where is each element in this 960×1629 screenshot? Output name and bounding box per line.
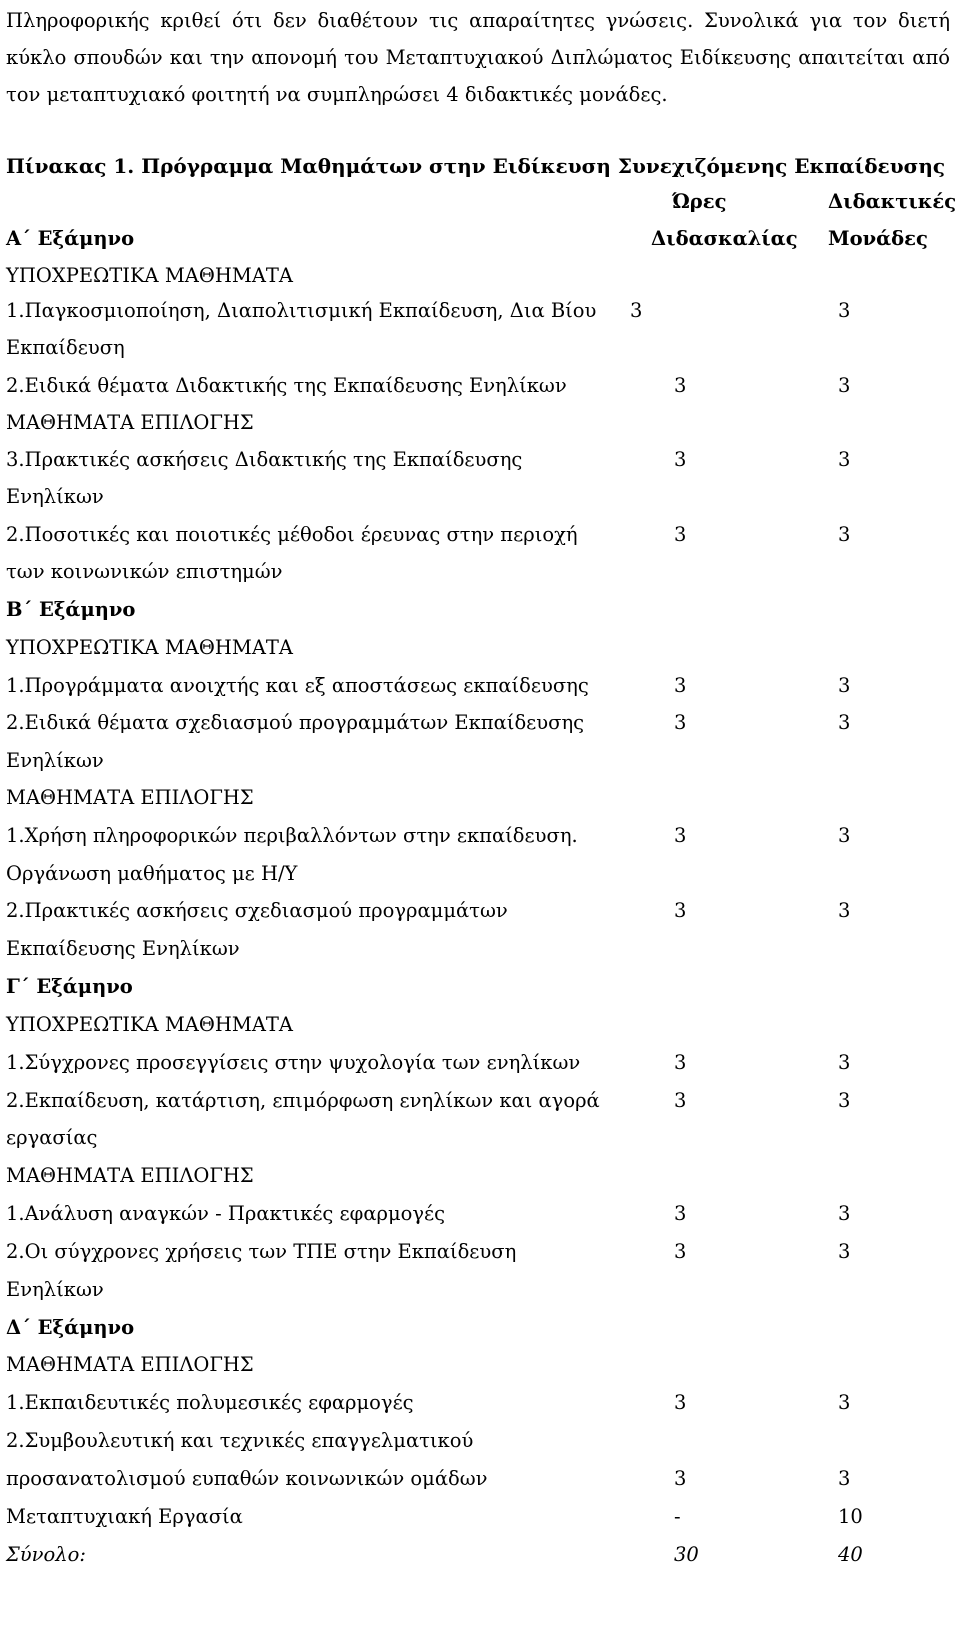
course-text: εργασίας bbox=[6, 1126, 98, 1149]
ects-cell: 3 bbox=[838, 523, 851, 546]
course-text: ΜΑΘΗΜΑΤΑ ΕΠΙΛΟΓΗΣ bbox=[6, 786, 254, 809]
hours-cell: 3 bbox=[674, 1051, 687, 1074]
course-text: 1.Σύγχρονες προσεγγίσεις στην ψυχολογία των ενηλίκων bbox=[6, 1051, 581, 1074]
ects-cell: 3 bbox=[838, 1391, 851, 1414]
hours-cell: 3 bbox=[674, 1089, 687, 1112]
semester-heading: Β΄ Εξάμηνο bbox=[6, 598, 136, 621]
table-caption: Πίνακας 1. Πρόγραμμα Μαθημάτων στην Ειδίκευση Συνεχιζόμενης Εκπαίδευσης bbox=[6, 154, 946, 178]
hours-cell: 3 bbox=[674, 448, 687, 471]
ects-cell: 3 bbox=[838, 824, 851, 847]
course-text: 1.Ανάλυση αναγκών - Πρακτικές εφαρμογές bbox=[6, 1202, 446, 1225]
header-hours-line2: Διδασκαλίας bbox=[651, 227, 798, 250]
semester-heading: Γ΄ Εξάμηνο bbox=[6, 975, 133, 998]
ects-cell: 3 bbox=[838, 448, 851, 471]
hours-cell: 3 bbox=[674, 1467, 687, 1490]
course-text: Μεταπτυχιακή Εργασία bbox=[6, 1505, 243, 1528]
header-hours-line1: Ώρες bbox=[672, 190, 727, 213]
ects-cell: 10 bbox=[838, 1505, 863, 1528]
ects-cell: 3 bbox=[838, 711, 851, 734]
hours-cell: 3 bbox=[674, 374, 687, 397]
course-text: ΥΠΟΧΡΕΩΤΙΚΑ ΜΑΘΗΜΑΤΑ bbox=[6, 264, 294, 287]
hours-cell: 3 bbox=[674, 1202, 687, 1225]
ects-cell: 3 bbox=[838, 1467, 851, 1490]
course-text: 1.Παγκοσμιοποίηση, Διαπολιτισμική Εκπαίδευση, Δια Βίου bbox=[6, 299, 597, 322]
semester-heading: Δ΄ Εξάμηνο bbox=[6, 1316, 135, 1339]
course-text: Εκπαίδευση bbox=[6, 336, 125, 359]
course-text: 3.Πρακτικές ασκήσεις Διδακτικής της Εκπαίδευσης bbox=[6, 448, 523, 471]
course-text: 2.Ποσοτικές και ποιοτικές μέθοδοι έρευνας στην περιοχή bbox=[6, 523, 578, 546]
header-ects-line1: Διδακτικές bbox=[828, 190, 957, 213]
course-text: Ενηλίκων bbox=[6, 749, 104, 772]
hours-cell: 3 bbox=[630, 299, 643, 322]
intro-paragraph: Πληροφορικής κριθεί ότι δεν διαθέτουν τις απαραίτητες γνώσεις. Συνολικά για τον διετή κύκλο σπουδών και την απονομή του Μεταπτυχιακού Διπλώματος Ειδίκευσης απαιτείται από τον μεταπτυχιακό φοιτητή να συμπληρώσει 4 διδακτικές μονάδες. bbox=[6, 9, 950, 106]
header-ects-line2: Μονάδες bbox=[828, 227, 928, 250]
ects-cell: 40 bbox=[838, 1543, 863, 1566]
semester-heading: Α΄ Εξάμηνο bbox=[6, 227, 135, 250]
ects-cell: 3 bbox=[838, 1051, 851, 1074]
ects-cell: 3 bbox=[838, 1240, 851, 1263]
course-text: 2.Οι σύγχρονες χρήσεις των ΤΠΕ στην Εκπαίδευση bbox=[6, 1240, 517, 1263]
hours-cell: 3 bbox=[674, 1391, 687, 1414]
ects-cell: 3 bbox=[838, 374, 851, 397]
course-text: ΥΠΟΧΡΕΩΤΙΚΑ ΜΑΘΗΜΑΤΑ bbox=[6, 636, 294, 659]
course-text: 1.Εκπαιδευτικές πολυμεσικές εφαρμογές bbox=[6, 1391, 414, 1414]
course-text: 2.Ειδικά θέματα σχεδιασμού προγραμμάτων Εκπαίδευσης bbox=[6, 711, 585, 734]
ects-cell: 3 bbox=[838, 299, 851, 322]
hours-cell: 3 bbox=[674, 674, 687, 697]
ects-cell: 3 bbox=[838, 1202, 851, 1225]
course-text: 2.Ειδικά θέματα Διδακτικής της Εκπαίδευσης Ενηλίκων bbox=[6, 374, 567, 397]
ects-cell: 3 bbox=[838, 1089, 851, 1112]
course-text: Ενηλίκων bbox=[6, 1278, 104, 1301]
course-text: ΥΠΟΧΡΕΩΤΙΚΑ ΜΑΘΗΜΑΤΑ bbox=[6, 1013, 294, 1036]
course-text: Ενηλίκων bbox=[6, 485, 104, 508]
hours-cell: 3 bbox=[674, 711, 687, 734]
hours-cell: 30 bbox=[674, 1543, 699, 1566]
hours-cell: 3 bbox=[674, 899, 687, 922]
hours-cell: 3 bbox=[674, 523, 687, 546]
course-text: Οργάνωση μαθήματος με Η/Υ bbox=[6, 862, 298, 885]
hours-cell: 3 bbox=[674, 824, 687, 847]
ects-cell: 3 bbox=[838, 899, 851, 922]
course-text: ΜΑΘΗΜΑΤΑ ΕΠΙΛΟΓΗΣ bbox=[6, 411, 254, 434]
course-text: 2.Συμβουλευτική και τεχνικές επαγγελματικού bbox=[6, 1429, 474, 1452]
course-text: 1.Χρήση πληροφορικών περιβαλλόντων στην εκπαίδευση. bbox=[6, 824, 578, 847]
course-text: προσανατολισμού ευπαθών κοινωνικών ομάδων bbox=[6, 1467, 488, 1490]
total-label: Σύνολο: bbox=[6, 1543, 86, 1566]
course-text: ΜΑΘΗΜΑΤΑ ΕΠΙΛΟΓΗΣ bbox=[6, 1164, 254, 1187]
ects-cell: 3 bbox=[838, 674, 851, 697]
course-text: 1.Προγράμματα ανοιχτής και εξ αποστάσεως εκπαίδευσης bbox=[6, 674, 589, 697]
hours-cell: 3 bbox=[674, 1240, 687, 1263]
course-text: των κοινωνικών επιστημών bbox=[6, 560, 283, 583]
course-text: ΜΑΘΗΜΑΤΑ ΕΠΙΛΟΓΗΣ bbox=[6, 1353, 254, 1376]
hours-cell: - bbox=[674, 1505, 681, 1528]
course-text: 2.Εκπαίδευση, κατάρτιση, επιμόρφωση ενηλίκων και αγορά bbox=[6, 1089, 600, 1112]
course-text: Εκπαίδευσης Ενηλίκων bbox=[6, 937, 240, 960]
course-text: 2.Πρακτικές ασκήσεις σχεδιασμού προγραμμάτων bbox=[6, 899, 508, 922]
